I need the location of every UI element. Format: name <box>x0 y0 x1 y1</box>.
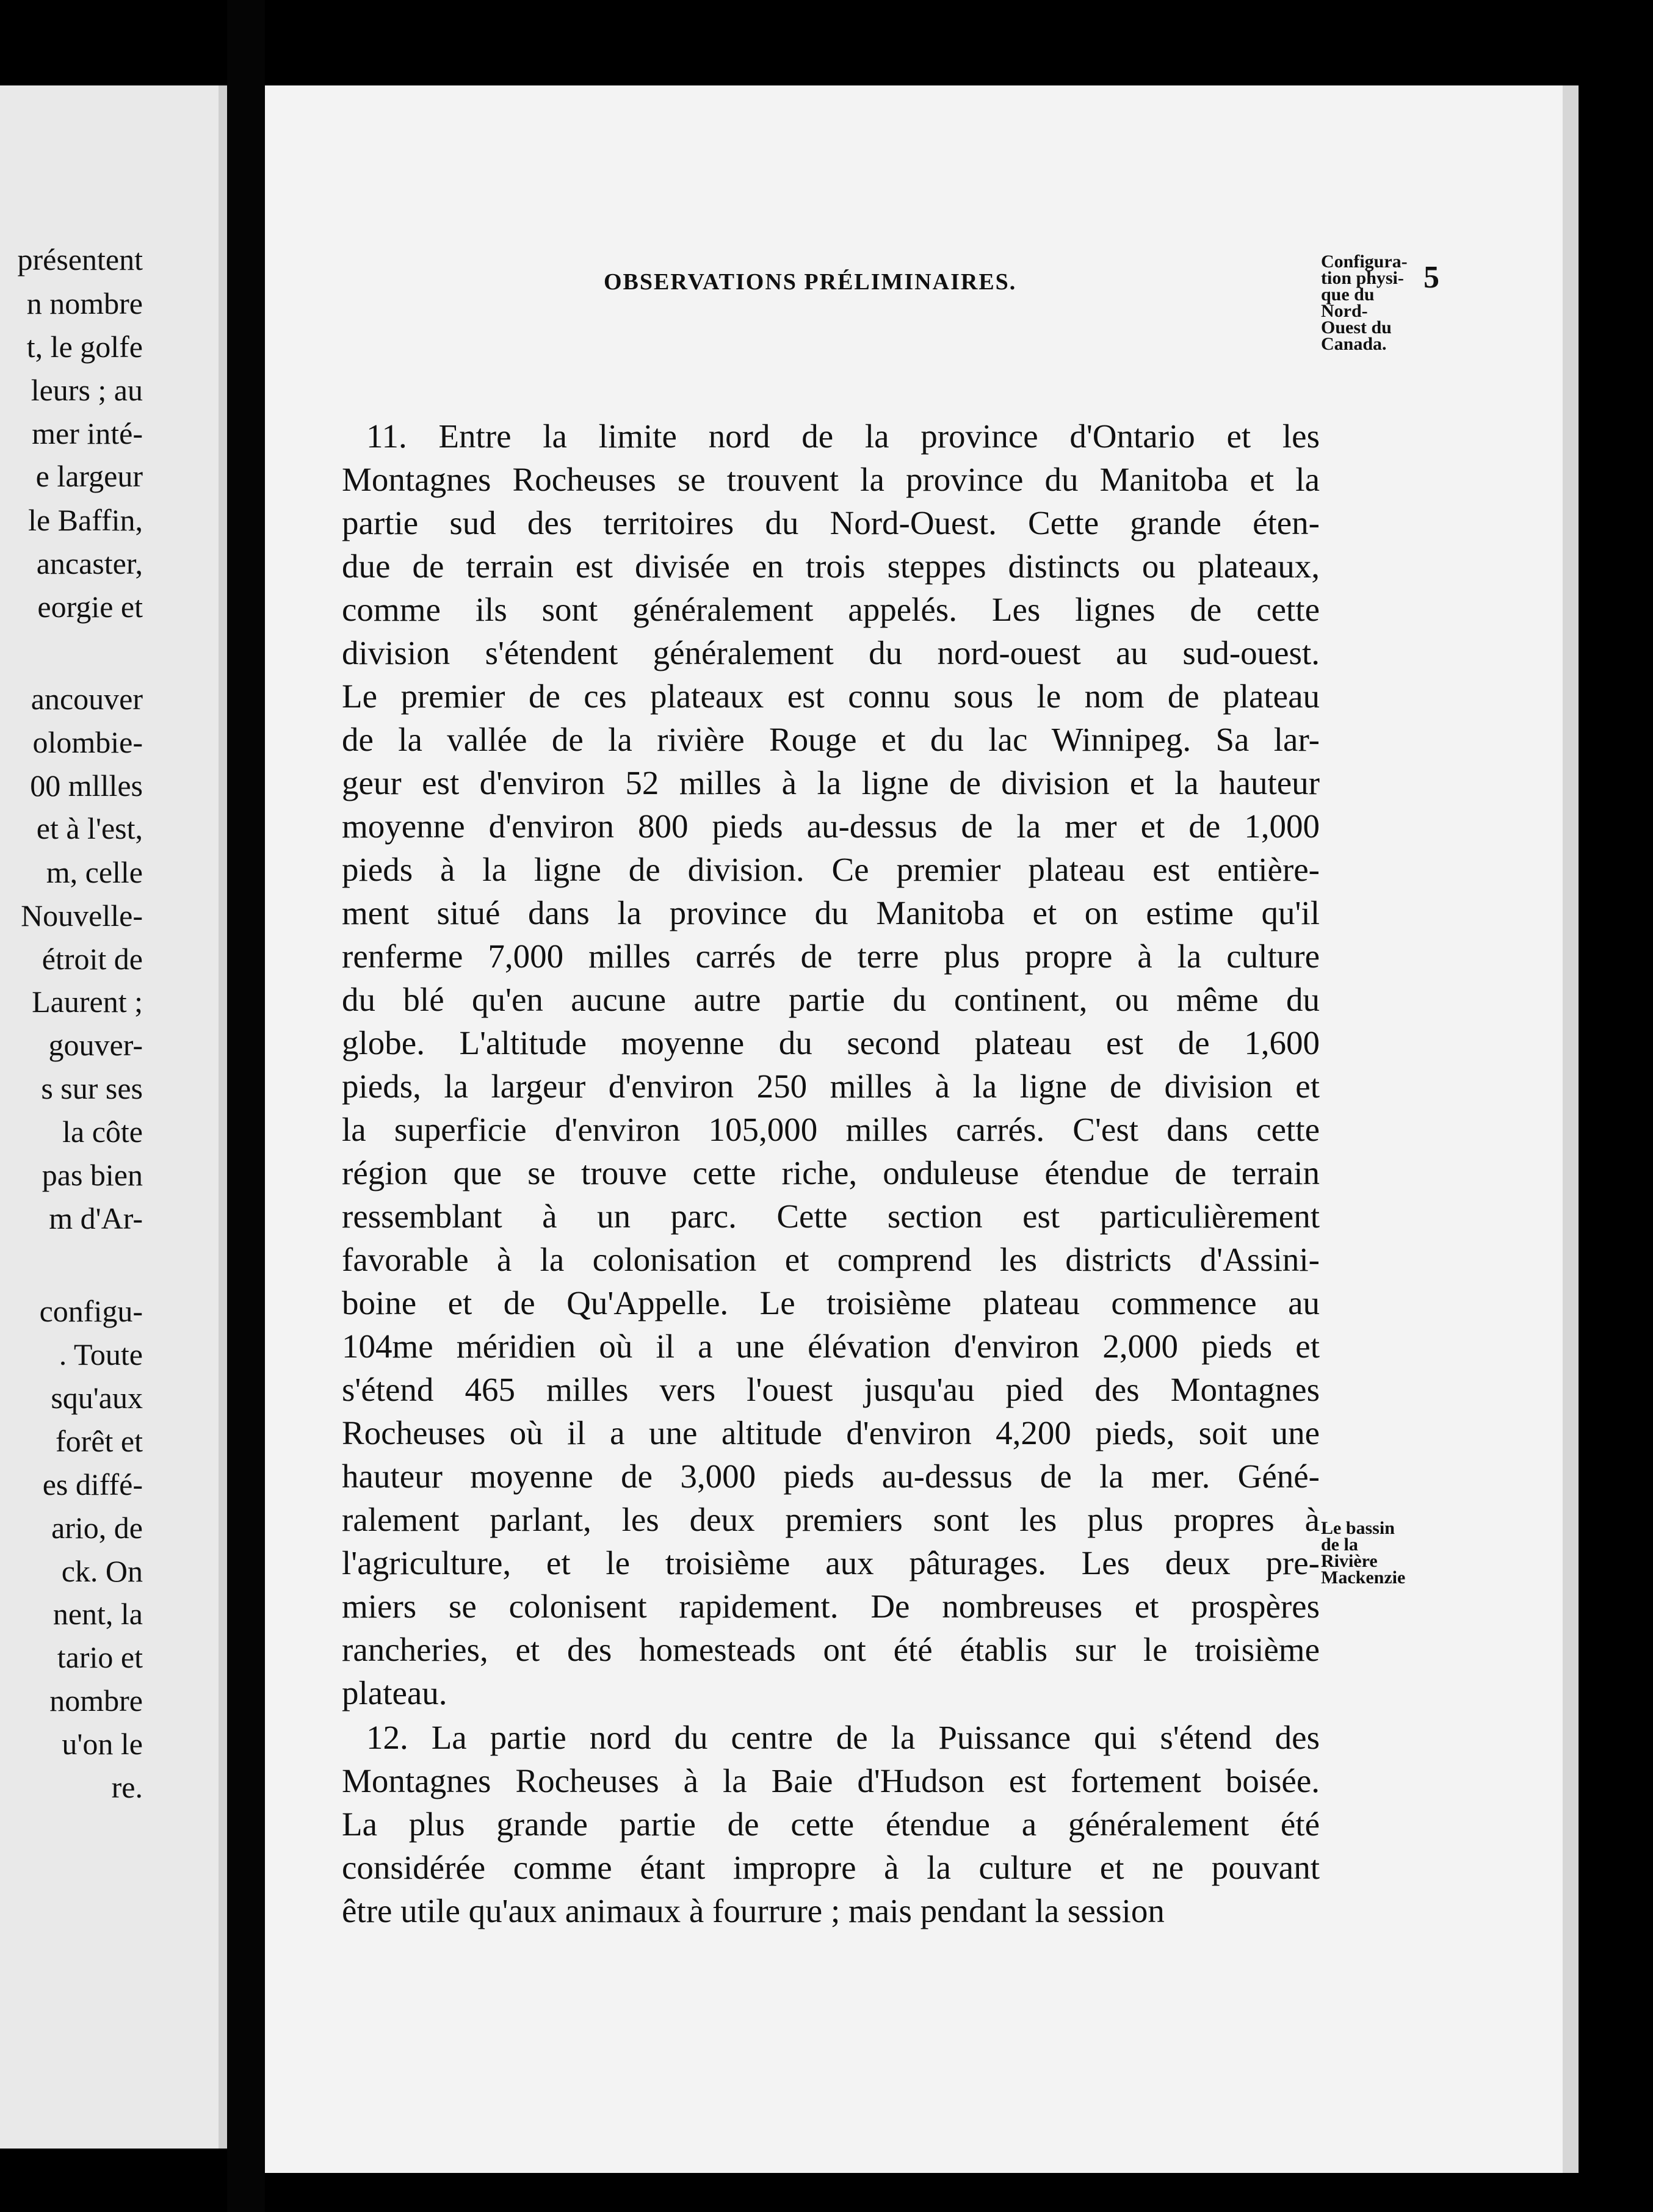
body-text-line: Montagnes Rocheuses à la Baie d'Hudson est fortement boisée. <box>342 1762 1320 1799</box>
left-page-line: n nombre <box>26 286 143 320</box>
body-text-line: 104me méridien où il a une élévation d'environ 2,000 pieds et <box>342 1328 1320 1365</box>
body-text-line: miers se colonisent rapidement. De nombreuses et prospères <box>342 1588 1320 1625</box>
body-text-line: boine et de Qu'Appelle. Le troisième plateau commence au <box>342 1284 1320 1321</box>
left-page-line: tario et <box>57 1640 143 1674</box>
left-page-line: e largeur <box>35 459 143 493</box>
left-page-line: squ'aux <box>51 1381 143 1415</box>
body-text-line: Rocheuses où il a une altitude d'environ 4,200 pieds, soit une <box>342 1414 1320 1451</box>
left-page-line: leurs ; au <box>31 373 143 407</box>
left-facing-page <box>0 85 227 2149</box>
body-text-line: renferme 7,000 milles carrés de terre plus propre à la culture <box>342 938 1320 975</box>
body-text-line: s'étend 465 milles vers l'ouest jusqu'au pied des Montagnes <box>342 1371 1320 1408</box>
body-text-line: favorable à la colonisation et comprend les districts d'Assini- <box>342 1241 1320 1278</box>
body-text-line: hauteur moyenne de 3,000 pieds au-dessus de la mer. Géné- <box>342 1458 1320 1495</box>
left-page-line: le Baffin, <box>28 503 143 537</box>
scan-artifact <box>1563 2173 1599 2203</box>
body-text-line: moyenne d'environ 800 pieds au-dessus de la mer et de 1,000 <box>342 808 1320 845</box>
left-page-line: mer inté- <box>32 416 143 450</box>
body-text-line: être utile qu'aux animaux à fourrure ; mais pendant la session <box>342 1892 1165 1929</box>
body-text-line: l'agriculture, et le troisième aux pâturages. Les deux pre- <box>342 1544 1320 1581</box>
left-page-line: s sur ses <box>41 1071 143 1105</box>
body-text-line: ment situé dans la province du Manitoba et on estime qu'il <box>342 894 1320 931</box>
left-page-line: u'on le <box>62 1727 143 1761</box>
margin-note: Le bassin de la Rivière Mackenzie <box>1321 1518 1406 1588</box>
body-text-line: plateau. <box>342 1674 447 1711</box>
body-text-line: ressemblant à un parc. Cette section est particulièrement <box>342 1198 1320 1235</box>
running-head: OBSERVATIONS PRÉLIMINAIRES. <box>604 269 1017 295</box>
left-page-line: re. <box>111 1770 143 1804</box>
body-text-line: globe. L'altitude moyenne du second plateau est de 1,600 <box>342 1024 1320 1061</box>
body-text-line: considérée comme étant impropre à la culture et ne pouvant <box>342 1849 1320 1886</box>
left-page-line: Nouvelle- <box>21 898 143 933</box>
left-page-line: m, celle <box>46 855 143 889</box>
left-page-line: forêt et <box>56 1424 143 1458</box>
left-page-line: t, le golfe <box>26 330 143 364</box>
left-page-line: nent, la <box>52 1597 143 1631</box>
left-page-line: ario, de <box>51 1511 143 1545</box>
left-page-line: m d'Ar- <box>49 1201 143 1235</box>
left-page-edge <box>219 85 227 2149</box>
left-page-line: nombre <box>49 1683 143 1718</box>
left-page-line: . Toute <box>59 1337 143 1372</box>
body-text-line: Le premier de ces plateaux est connu sous le nom de plateau <box>342 678 1320 715</box>
page-number: 5 <box>1423 260 1439 295</box>
left-page-line: ancouver <box>31 682 143 716</box>
body-text-line: 11. Entre la limite nord de la province d'Ontario et les <box>366 417 1320 455</box>
body-text-line: comme ils sont généralement appelés. Les lignes de cette <box>342 591 1320 628</box>
left-page-line: et à l'est, <box>36 811 143 845</box>
body-text-line: rancheries, et des homesteads ont été établis sur le troisième <box>342 1631 1320 1668</box>
left-page-line: pas bien <box>42 1158 143 1192</box>
body-text-line: la superficie d'environ 105,000 milles carrés. C'est dans cette <box>342 1111 1320 1148</box>
body-text-line: geur est d'environ 52 milles à la ligne de division et la hauteur <box>342 764 1320 801</box>
body-text-line: région que se trouve cette riche, onduleuse étendue de terrain <box>342 1154 1320 1191</box>
left-page-line: ck. On <box>61 1554 143 1588</box>
body-text-line: ralement parlant, les deux premiers sont les plus propres à <box>342 1501 1320 1538</box>
left-page-line: eorgie et <box>37 590 143 624</box>
left-page-line: ancaster, <box>36 546 143 580</box>
body-text-line: division s'étendent généralement du nord-ouest au sud-ouest. <box>342 634 1320 671</box>
left-page-line: 00 mllles <box>30 768 143 803</box>
left-page-line: étroit de <box>42 942 143 976</box>
body-text-line: 12. La partie nord du centre de la Puissance qui s'étend des <box>366 1719 1320 1756</box>
left-page-line: olombie- <box>32 725 143 759</box>
left-page-line: configu- <box>39 1294 143 1328</box>
body-text-line: pieds à la ligne de division. Ce premier plateau est entière- <box>342 851 1320 888</box>
body-text-line: du blé qu'en aucune autre partie du continent, ou même du <box>342 981 1320 1018</box>
right-page <box>265 85 1579 2173</box>
book-gutter <box>227 0 265 2212</box>
body-text-line: pieds, la largeur d'environ 250 milles à la ligne de division et <box>342 1068 1320 1105</box>
body-text-line: de la vallée de la rivière Rouge et du lac Winnipeg. Sa lar- <box>342 721 1320 758</box>
left-page-line: gouver- <box>48 1028 143 1062</box>
right-page-edge <box>1563 85 1579 2173</box>
body-text-line: due de terrain est divisée en trois steppes distincts ou plateaux, <box>342 548 1320 585</box>
body-text-line: Montagnes Rocheuses se trouvent la province du Manitoba et la <box>342 461 1320 498</box>
margin-note: Configura- tion physi- que du Nord- Ouest du Canada. <box>1321 251 1408 354</box>
left-page-line: présentent <box>17 242 143 276</box>
body-text-line: partie sud des territoires du Nord-Ouest. Cette grande éten- <box>342 504 1320 541</box>
left-page-line: la côte <box>62 1115 143 1149</box>
left-page-line: es diffé- <box>42 1467 143 1502</box>
left-page-line: Laurent ; <box>32 985 143 1019</box>
body-text-line: La plus grande partie de cette étendue a généralement été <box>342 1805 1320 1843</box>
